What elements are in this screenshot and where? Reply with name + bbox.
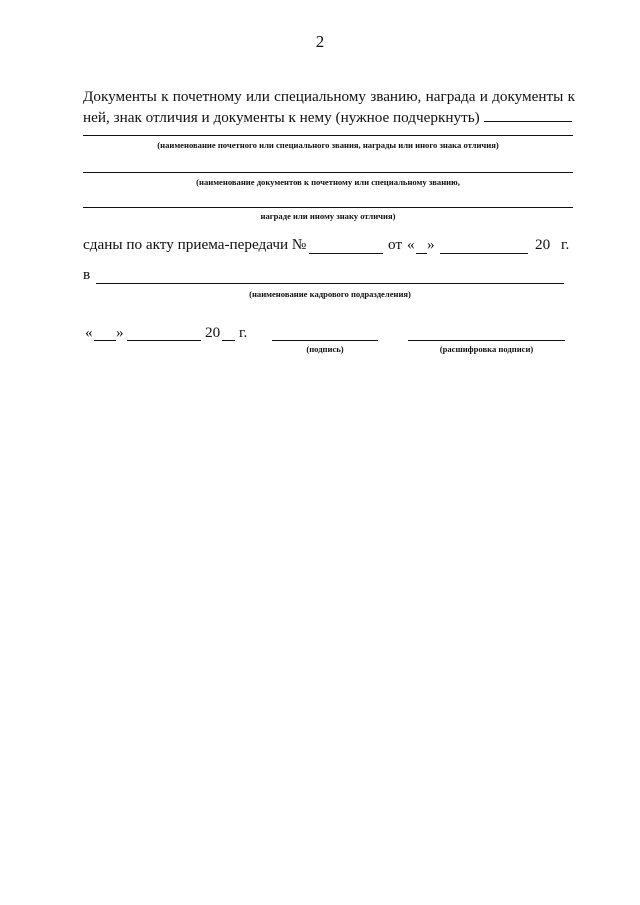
date-day-field[interactable] <box>94 340 116 341</box>
act-number-field[interactable] <box>309 253 383 254</box>
signature-decoding-caption: (расшифровка подписи) <box>439 344 534 354</box>
act-month-field[interactable] <box>440 253 528 254</box>
act-year-suffix: г. <box>561 236 570 253</box>
documents-name-line-2[interactable] <box>83 207 573 208</box>
department-line[interactable] <box>96 283 564 284</box>
department-caption: (наименование кадрового подразделения) <box>249 289 411 299</box>
date-year-field[interactable] <box>222 340 235 341</box>
documents-caption-line1: (наименование документов к почетному или специальному званию, <box>196 177 460 187</box>
award-name-line[interactable] <box>83 135 573 136</box>
signature-caption: (подпись) <box>306 344 344 354</box>
award-name-caption: (наименование почетного или специального звания, награды или иного знака отличия) <box>157 140 499 150</box>
intro-text: Документы к почетному или специальному званию, награда и документы к ней, знак отличия и документы к нему (нужное подчеркнуть) <box>83 88 575 126</box>
act-day-field[interactable] <box>416 253 427 254</box>
intro-paragraph <box>83 86 575 128</box>
act-label: сданы по акту приема-передачи № <box>83 236 307 253</box>
act-quote-close: » <box>427 236 435 253</box>
date-year-prefix: 20 <box>205 324 221 341</box>
page-number: 2 <box>315 32 325 51</box>
act-year-prefix: 20 <box>535 236 551 253</box>
signature-field[interactable] <box>272 340 378 341</box>
signature-decoding-field[interactable] <box>408 340 565 341</box>
documents-caption-line2: награде или иному знаку отличия) <box>260 211 396 221</box>
act-quote-open: « <box>407 236 415 253</box>
date-month-field[interactable] <box>127 340 201 341</box>
date-quote-open: « <box>85 324 93 341</box>
date-year-suffix: г. <box>239 324 248 341</box>
underline-fill-field[interactable] <box>484 109 572 122</box>
department-prefix: в <box>83 266 91 283</box>
date-quote-close: » <box>116 324 124 341</box>
act-from-label: от <box>388 236 403 253</box>
documents-name-line[interactable] <box>83 172 573 173</box>
